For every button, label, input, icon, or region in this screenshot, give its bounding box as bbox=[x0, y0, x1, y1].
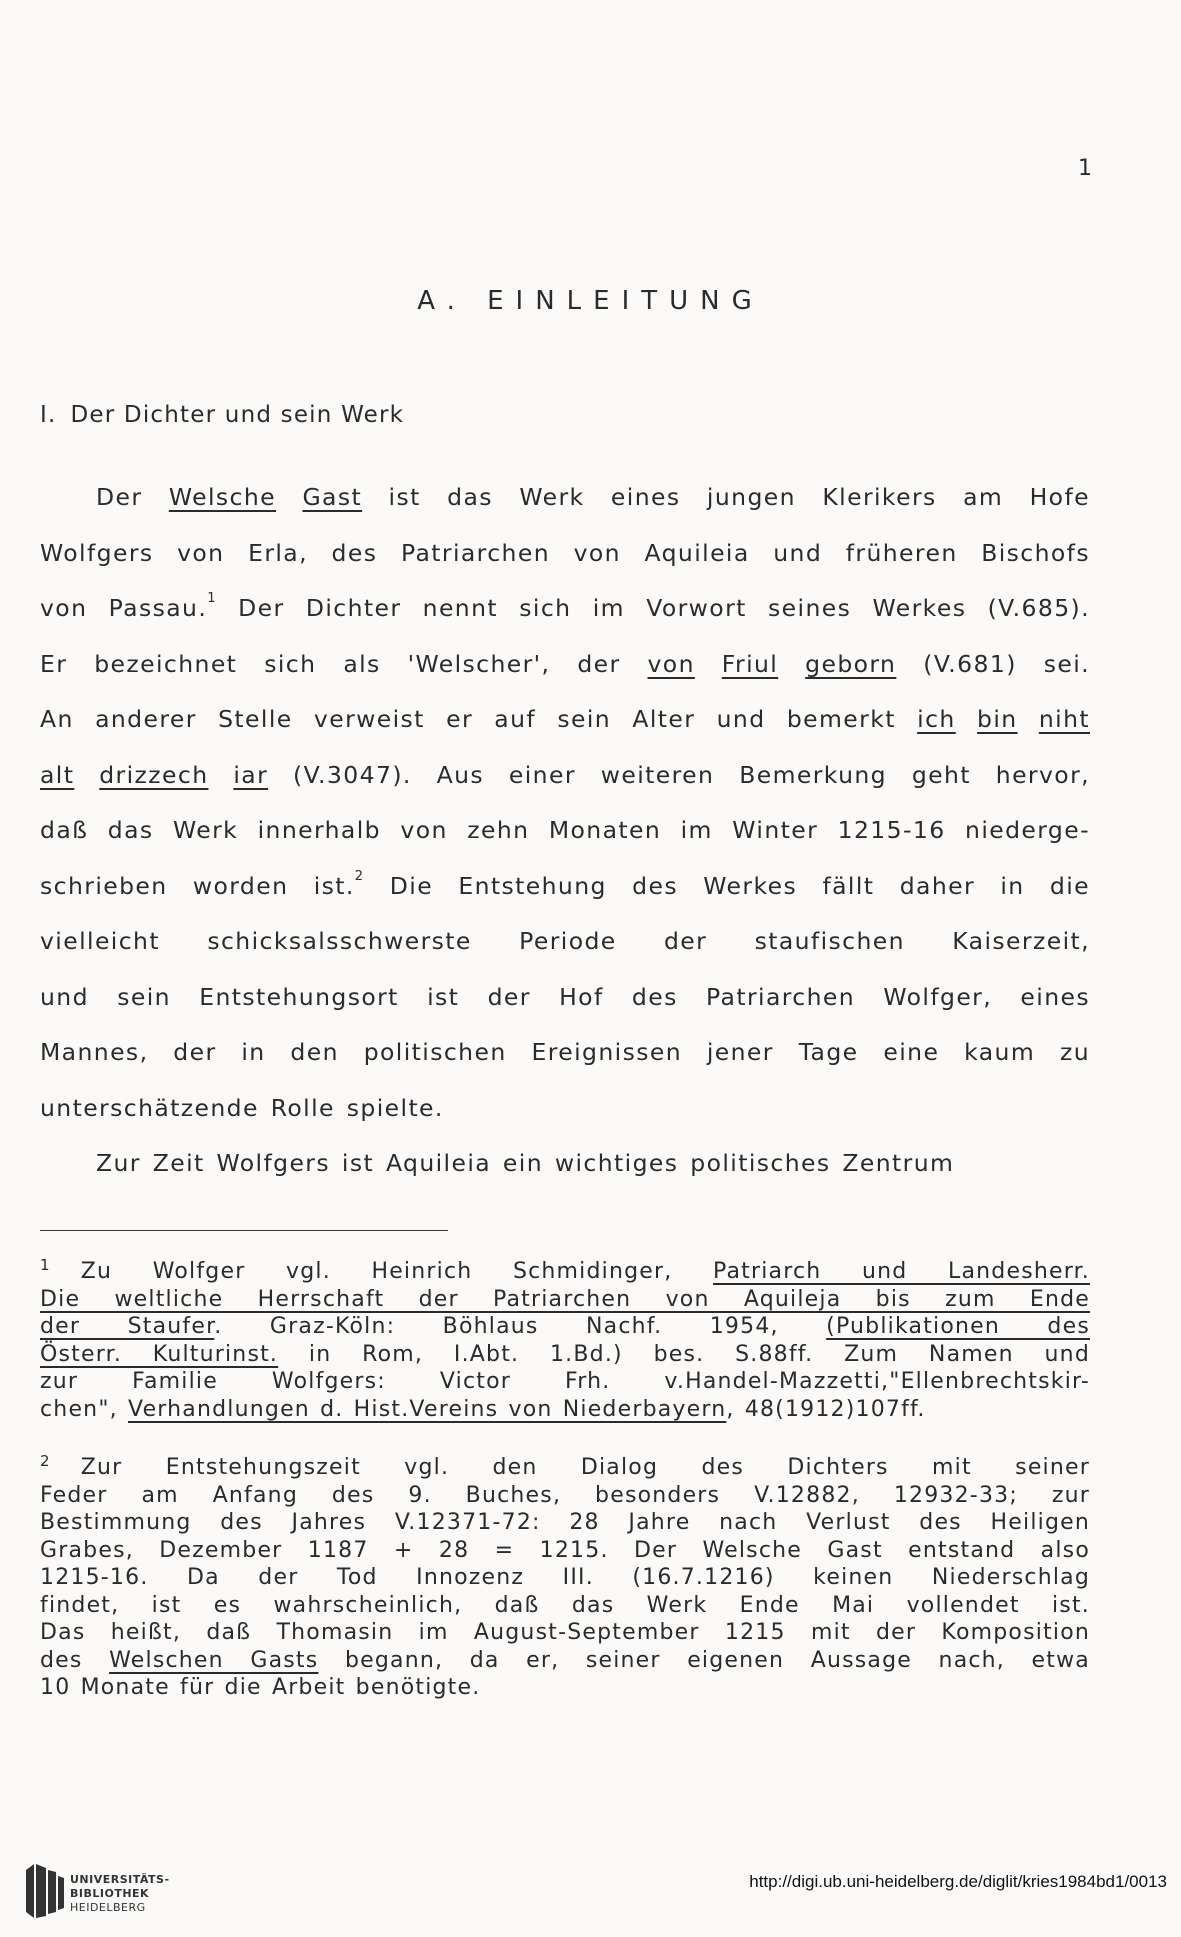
university-logo-text: UNIVERSITÄTS- BIBLIOTHEK HEIDELBERG bbox=[70, 1873, 170, 1914]
section-title: Der Dichter und sein Werk bbox=[70, 402, 405, 428]
source-url-link[interactable]: http://digi.ub.uni-heidelberg.de/diglit/kries1984bd1/0013 bbox=[749, 1872, 1167, 1891]
body-text bbox=[40, 470, 1090, 1192]
body-line: Mannes, der in den politischen Ereignissen jener Tage eine kaum zu bbox=[40, 1038, 1090, 1066]
work-title: Gast bbox=[302, 483, 363, 511]
footnote-ref: 2 bbox=[354, 868, 365, 884]
section-heading bbox=[40, 402, 404, 428]
body-line: schrieben worden ist.$^2$ Die Entstehung des Werkes fällt daher in die bbox=[40, 868, 1090, 900]
page-number: 1 bbox=[1078, 156, 1094, 181]
body-line: Wolfgers von Erla, des Patriarchen von Aquileia und früheren Bischofs bbox=[40, 538, 1090, 567]
footnote-ref: 1 bbox=[207, 591, 217, 606]
footnote-2: $^2$ Zur Entstehungszeit vgl. den Dialog des Dichters mit seiner Feder am Anfang des 9. Buches, besonders V.12882, 12932-33; zur Bestimmung des Jahres V.12371-72: 28 Jahre nach Verlust des Heiligen Grabes, Dezember 1187 + 28 = 1215. Der Welsche Gast entstand also 1215-16. Da der Tod Innozenz III. (16.7.1216) keinen Niederschlag findet, ist es wahrscheinlich, daß das Werk Ende Mai vollendet ist. Das heißt, daß Thomasin im August-September 1215 mit der Komposition des Welschen Gasts begann, da er, seiner eigenen Aussage nach, etwa 10 Monate für die Arbeit benötigte. bbox=[40, 1452, 1090, 1700]
chapter-heading: A. EINLEITUNG bbox=[417, 286, 764, 316]
body-line: Zur Zeit Wolfgers ist Aquileia ein wichtiges politisches Zentrum bbox=[96, 1149, 955, 1177]
body-line: und sein Entstehungsort ist der Hof des Patriarchen Wolfger, eines bbox=[40, 982, 1090, 1011]
body-line: vielleicht schicksalsschwerste Periode der staufischen Kaiserzeit, bbox=[40, 927, 1090, 955]
body-line: An anderer Stelle verweist er auf sein Alter und bemerkt ich bin niht bbox=[40, 705, 1091, 733]
footnote-divider bbox=[40, 1230, 448, 1231]
footnote-1: $^1$ Zu Wolfger vgl. Heinrich Schmidinger, Patriarch und Landesherr. Die weltliche Herrschaft der Patriarchen von Aquileja bis zum Ende der Staufer. Graz-Köln: Böhlaus Nachf. 1954, (Publikationen des Österr. Kulturinst. in Rom, I.Abt. 1.Bd.) bes. S.88ff. Zum Namen und zur Familie Wolfgers: Victor Frh. v.Handel-Mazzetti,"Ellenbrechtskir- chen", Verhandlungen d. Hist.Vereins von Niederbayern, 48(1912)107ff. bbox=[40, 1256, 1091, 1422]
body-line: Der Welsche Gast ist das Werk eines jungen Klerikers am Hofe bbox=[96, 483, 1090, 511]
body-line: alt drizzech iar (V.3047). Aus einer weiteren Bemerkung geht hervor, bbox=[40, 760, 1091, 789]
body-line: daß das Werk innerhalb von zehn Monaten im Winter 1215-16 niederge- bbox=[40, 816, 1090, 844]
section-number: I. bbox=[40, 402, 57, 428]
body-line: Er bezeichnet sich als 'Welscher', der von Friul geborn (V.681) sei. bbox=[40, 649, 1090, 678]
body-line: unterschätzende Rolle spielte. bbox=[40, 1093, 444, 1122]
footnote-mark: 1 bbox=[40, 1256, 51, 1274]
footnote-mark: 2 bbox=[40, 1452, 51, 1470]
work-title: Welsche bbox=[168, 483, 277, 511]
body-line: von Passau.$^1$ Der Dichter nennt sich im Vorwort seines Werkes (V.685). bbox=[40, 591, 1090, 622]
